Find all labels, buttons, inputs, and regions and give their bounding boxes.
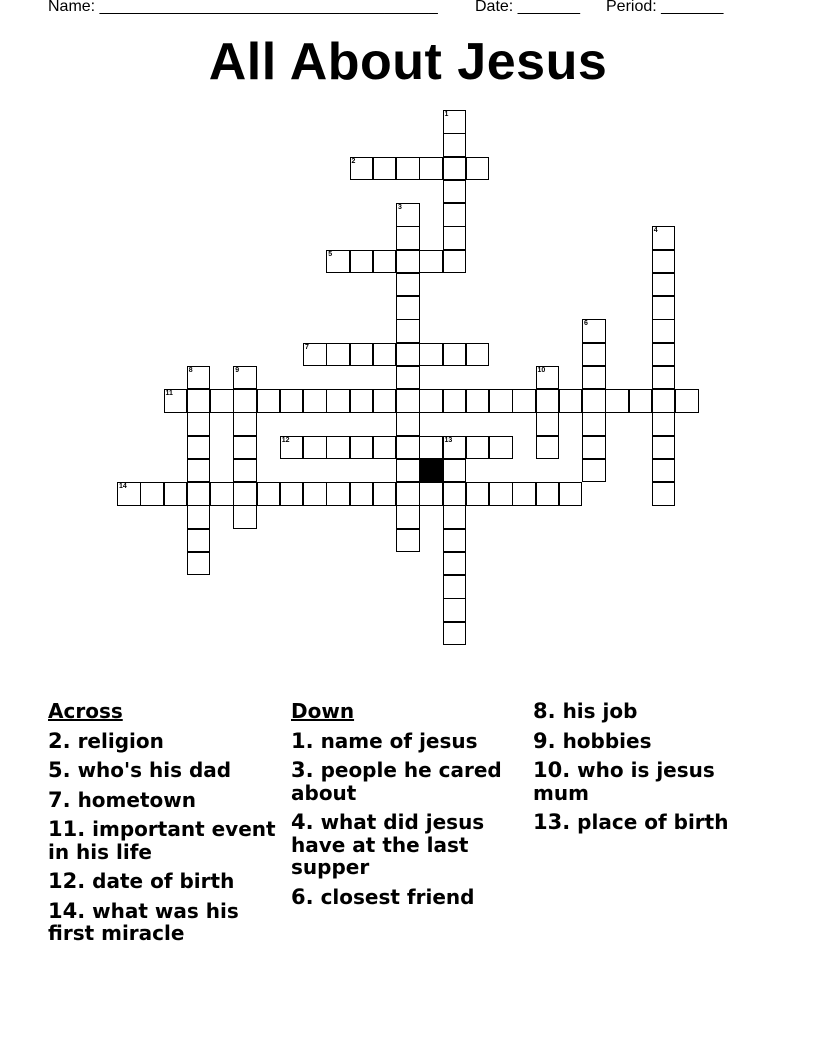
clue-number: 4 <box>653 227 658 235</box>
grid-cell[interactable] <box>443 343 467 367</box>
clue-number: 1 <box>444 111 449 118</box>
grid-cell[interactable] <box>187 389 211 413</box>
date-field-label[interactable]: Date: _______ <box>475 0 580 15</box>
grid-cell[interactable] <box>512 389 536 413</box>
grid-cell[interactable] <box>396 319 420 343</box>
grid-cell[interactable] <box>187 505 211 529</box>
clue-number: 3 <box>398 204 402 211</box>
grid-cell[interactable] <box>419 436 443 460</box>
clue-down-8: 8. his job <box>533 699 638 723</box>
grid-cell[interactable] <box>512 482 536 506</box>
grid-cell[interactable] <box>396 505 420 529</box>
grid-cell[interactable] <box>396 250 420 274</box>
clue-across-5: 5. who's his dad <box>48 758 232 782</box>
grid-cell[interactable] <box>187 482 211 506</box>
grid-cell[interactable] <box>117 482 141 506</box>
grid-cell[interactable] <box>443 157 467 181</box>
grid-cell[interactable] <box>233 459 257 483</box>
grid-cell[interactable] <box>280 389 304 413</box>
period-field-label[interactable]: Period: _______ <box>606 0 724 15</box>
clue-down-1: 1. name of jesus <box>291 728 478 753</box>
grid-cell[interactable] <box>396 459 420 483</box>
clue-down-6: 6. closest friend <box>291 884 475 909</box>
grid-cell[interactable] <box>489 436 513 460</box>
grid-cell[interactable] <box>257 389 281 413</box>
grid-cell[interactable] <box>303 482 327 506</box>
grid-cell[interactable] <box>652 319 676 343</box>
grid-cell[interactable] <box>443 459 467 483</box>
clue-number: 2 <box>351 157 356 165</box>
grid-cell[interactable] <box>373 482 397 506</box>
grid-cell[interactable] <box>443 505 467 529</box>
clue-number: 5 <box>328 250 333 258</box>
grid-cell[interactable] <box>233 366 257 390</box>
grid-cell[interactable] <box>187 459 211 483</box>
grid-cell[interactable] <box>536 482 560 506</box>
clue-number: 8 <box>188 366 193 374</box>
clues-column-1 <box>48 700 278 952</box>
grid-cell[interactable] <box>326 482 350 506</box>
clue-number: 6 <box>584 320 588 328</box>
grid-cell[interactable] <box>466 436 490 460</box>
grid-cell[interactable] <box>419 250 443 274</box>
clue-number: 11 <box>165 390 173 397</box>
grid-cell[interactable] <box>373 436 397 460</box>
grid-cell[interactable] <box>396 482 420 506</box>
grid-cell[interactable] <box>303 343 327 367</box>
grid-cell[interactable] <box>396 226 420 250</box>
clue-across-7: 7. hometown <box>48 787 196 812</box>
clue-number: 9 <box>235 366 240 374</box>
grid-cell[interactable] <box>419 343 443 367</box>
across-heading: Across <box>48 699 123 723</box>
grid-cell[interactable] <box>350 343 374 367</box>
grid-cell[interactable] <box>536 366 560 390</box>
grid-cell[interactable] <box>466 389 490 413</box>
black-cell <box>419 459 443 483</box>
grid-cell[interactable] <box>443 575 467 599</box>
grid-cell[interactable] <box>582 343 606 367</box>
grid-cell[interactable] <box>443 133 467 157</box>
grid-cell[interactable] <box>652 436 676 460</box>
grid-cell[interactable] <box>280 482 304 506</box>
grid-cell[interactable] <box>443 180 467 204</box>
clue-down-4: 4. what did jesus have at the last supper <box>291 810 485 879</box>
grid-cell[interactable] <box>559 389 583 413</box>
grid-cell[interactable] <box>652 459 676 483</box>
grid-cell[interactable] <box>373 343 397 367</box>
grid-cell[interactable] <box>350 482 374 506</box>
grid-cell[interactable] <box>466 343 490 367</box>
grid-cell[interactable] <box>187 412 211 436</box>
clue-down-13: 13. place of birth <box>533 810 729 834</box>
grid-cell[interactable] <box>582 319 606 343</box>
grid-cell[interactable] <box>443 482 467 506</box>
grid-cell[interactable] <box>164 389 188 413</box>
grid-cell[interactable] <box>582 412 606 436</box>
grid-cell[interactable] <box>233 389 257 413</box>
grid-cell[interactable] <box>303 389 327 413</box>
clue-number: 12 <box>281 436 290 444</box>
grid-cell[interactable] <box>652 389 676 413</box>
grid-cell[interactable] <box>210 482 234 506</box>
grid-cell[interactable] <box>396 529 420 553</box>
grid-cell[interactable] <box>233 482 257 506</box>
grid-cell[interactable] <box>652 250 676 274</box>
clues-column-3 <box>533 700 773 841</box>
grid-cell[interactable] <box>396 366 420 390</box>
grid-cell[interactable] <box>443 598 467 622</box>
grid-cell[interactable] <box>396 389 420 413</box>
grid-cell[interactable] <box>536 436 560 460</box>
grid-cell[interactable] <box>326 389 350 413</box>
grid-cell[interactable] <box>164 482 188 506</box>
grid-cell[interactable] <box>652 226 676 250</box>
grid-cell[interactable] <box>652 412 676 436</box>
grid-cell[interactable] <box>466 482 490 506</box>
grid-cell[interactable] <box>675 389 699 413</box>
grid-cell[interactable] <box>326 343 350 367</box>
grid-cell[interactable] <box>652 343 676 367</box>
grid-cell[interactable] <box>536 389 560 413</box>
grid-cell[interactable] <box>396 436 420 460</box>
grid-cell[interactable] <box>187 436 211 460</box>
grid-cell[interactable] <box>489 482 513 506</box>
puzzle-title: All About Jesus <box>208 33 608 91</box>
grid-cell[interactable] <box>652 482 676 506</box>
grid-cell[interactable] <box>652 273 676 297</box>
grid-cell[interactable] <box>443 226 467 250</box>
grid-cell[interactable] <box>233 505 257 529</box>
grid-cell[interactable] <box>396 343 420 367</box>
grid-cell[interactable] <box>350 389 374 413</box>
grid-cell[interactable] <box>443 203 467 227</box>
grid-cell[interactable] <box>210 389 234 413</box>
grid-cell[interactable] <box>233 412 257 436</box>
grid-cell[interactable] <box>443 529 467 553</box>
clues-column-2 <box>291 700 523 915</box>
grid-cell[interactable] <box>140 482 164 506</box>
grid-cell[interactable] <box>443 552 467 576</box>
grid-cell[interactable] <box>582 436 606 460</box>
grid-cell[interactable] <box>629 389 653 413</box>
grid-cell[interactable] <box>396 296 420 320</box>
grid-cell[interactable] <box>652 296 676 320</box>
grid-cell[interactable] <box>419 157 443 181</box>
clue-number: 13 <box>444 436 453 444</box>
grid-cell[interactable] <box>652 366 676 390</box>
grid-cell[interactable] <box>466 157 490 181</box>
clue-down-10: 10. who is jesus mum <box>533 758 715 805</box>
grid-cell[interactable] <box>373 157 397 181</box>
clue-number: 14 <box>119 483 127 490</box>
grid-cell[interactable] <box>489 389 513 413</box>
grid-cell[interactable] <box>605 389 629 413</box>
grid-cell[interactable] <box>373 250 397 274</box>
grid-cell[interactable] <box>350 436 374 460</box>
grid-cell[interactable] <box>396 157 420 181</box>
name-field-label[interactable]: Name: ______________________________________ <box>48 0 438 15</box>
grid-cell[interactable] <box>396 203 420 227</box>
grid-cell[interactable] <box>396 273 420 297</box>
grid-cell[interactable] <box>280 436 304 460</box>
clue-across-2: 2. religion <box>48 728 164 753</box>
grid-cell[interactable] <box>536 412 560 436</box>
grid-cell[interactable] <box>326 436 350 460</box>
grid-cell[interactable] <box>443 436 467 460</box>
grid-cell[interactable] <box>443 110 467 134</box>
clue-down-3: 3. people he cared about <box>291 758 502 805</box>
grid-cell[interactable] <box>443 250 467 274</box>
grid-cell[interactable] <box>303 436 327 460</box>
grid-cell[interactable] <box>582 389 606 413</box>
grid-cell[interactable] <box>187 552 211 576</box>
grid-cell[interactable] <box>373 389 397 413</box>
clue-number: 7 <box>305 343 309 351</box>
grid-cell[interactable] <box>326 250 350 274</box>
grid-cell[interactable] <box>350 250 374 274</box>
clue-across-12: 12. date of birth <box>48 869 235 893</box>
grid-cell[interactable] <box>443 389 467 413</box>
grid-cell[interactable] <box>187 366 211 390</box>
grid-cell[interactable] <box>257 482 281 506</box>
down-heading: Down <box>291 699 355 723</box>
grid-cell[interactable] <box>396 412 420 436</box>
grid-cell[interactable] <box>419 482 443 506</box>
grid-cell[interactable] <box>582 459 606 483</box>
grid-cell[interactable] <box>559 482 583 506</box>
grid-cell[interactable] <box>419 389 443 413</box>
grid-cell[interactable] <box>233 436 257 460</box>
clue-across-14: 14. what was his first miracle <box>48 898 239 945</box>
grid-cell[interactable] <box>443 622 467 646</box>
grid-cell[interactable] <box>582 366 606 390</box>
grid-cell[interactable] <box>187 529 211 553</box>
clue-across-11: 11. important event in his life <box>48 817 276 864</box>
clue-down-9: 9. hobbies <box>533 728 652 753</box>
clue-number: 10 <box>537 366 546 374</box>
grid-cell[interactable] <box>350 157 374 181</box>
